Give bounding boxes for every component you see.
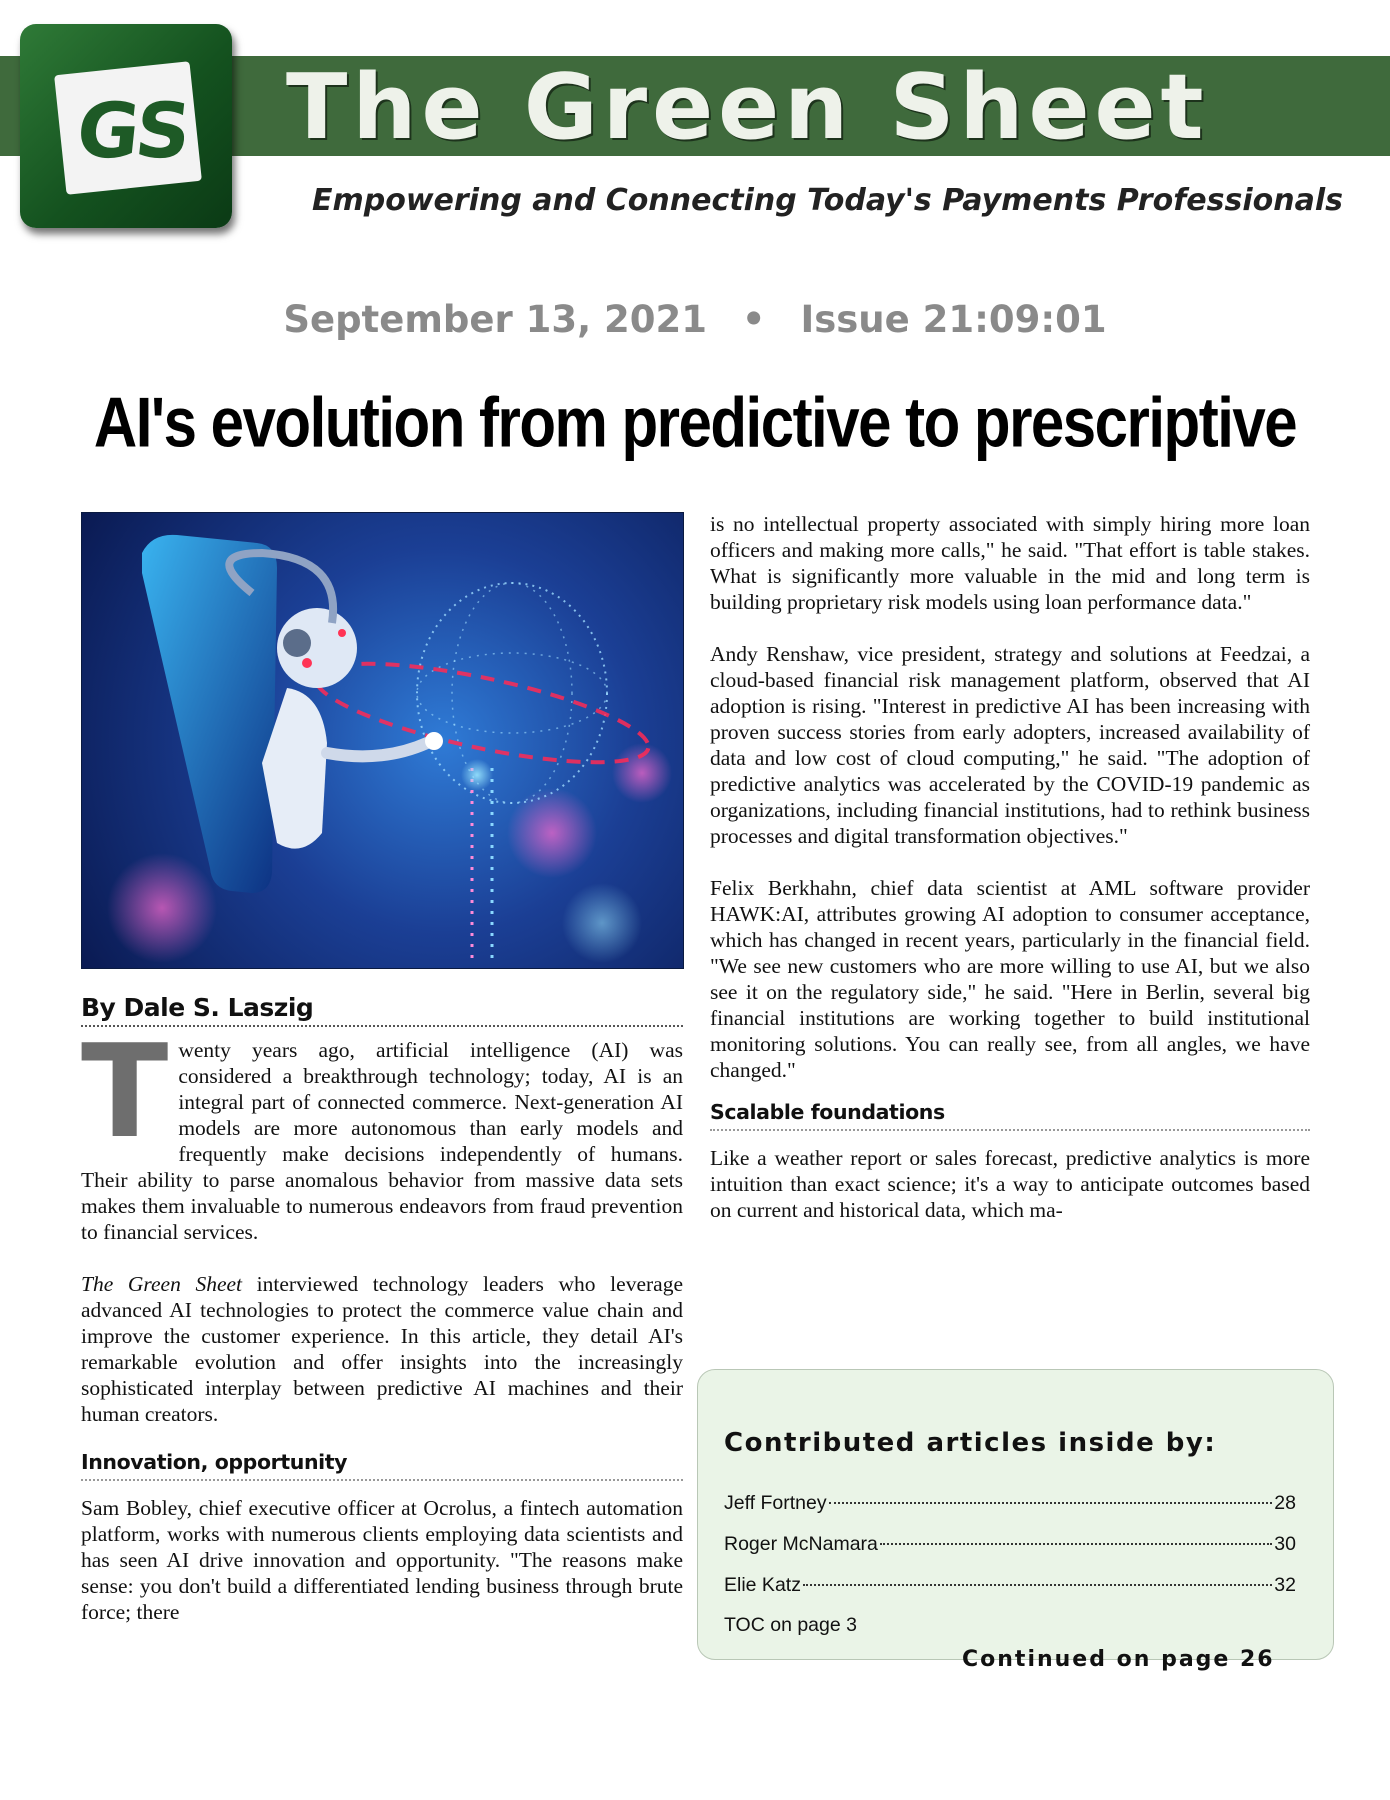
toc-entry-name: Elie Katz: [724, 1574, 801, 1596]
toc-entry-page: 30: [1274, 1533, 1296, 1555]
contributed-articles-box: [697, 1369, 1334, 1660]
robot-smartphone-artwork: [82, 513, 683, 968]
issue-separator: •: [741, 298, 766, 341]
subhead-scalable: Scalable foundations: [710, 1099, 1310, 1131]
article-headline: AI's evolution from predictive to prescriptive: [93, 382, 1297, 463]
issue-number: Issue 21:09:01: [800, 298, 1107, 341]
ai-robot-illustration: [81, 512, 684, 969]
article-byline: By Dale S. Laszig: [81, 995, 683, 1027]
article-paragraph-3-continued: is no intellectual property associated with simply hiring more loan officers and making more calls," he said. "That effort is table stakes. What is significantly more valuable in the mid and long term is building proprietary risk models using loan performance data.": [710, 512, 1310, 614]
toc-page-note[interactable]: TOC on page 3: [724, 1614, 857, 1636]
article-column-left: [81, 995, 683, 1625]
article-paragraph-3: Sam Bobley, chief executive officer at Ocrolus, a fintech automation platform, works with numerous clients employing data scientists and has seen AI drive innovation and opportunity. "The reasons make sense: you don't build a differentiated lending business through brute force; there: [81, 1496, 683, 1624]
subhead-innovation: Innovation, opportunity: [81, 1449, 683, 1481]
issue-line: [0, 298, 1390, 341]
toc-leader-dots: [880, 1543, 1272, 1545]
article-paragraph-6: Like a weather report or sales forecast, predictive analytics is more intuition than exact science; it's a way to anticipate outcomes based on current and historical data, which ma-: [710, 1146, 1310, 1222]
issue-date: September 13, 2021: [283, 298, 708, 341]
article-column-right: [710, 511, 1310, 1223]
toc-leader-dots: [803, 1584, 1272, 1586]
gs-logo: [20, 24, 232, 228]
article-intro-paragraph: [81, 1018, 683, 1245]
toc-entry-name: Jeff Fortney: [724, 1492, 827, 1514]
publication-name-italic: The Green Sheet: [81, 1272, 243, 1296]
article-paragraph-4: Andy Renshaw, vice president, strategy and solutions at Feedzai, a cloud-based financial risk management platform, observed that AI adoption is rising. "Interest in predictive AI has been increasing with proven success stories from early adopters, increased availability of data and low cost of cloud computing," he said. "The adoption of predictive analytics was accelerated by the COVID-19 pandemic as organizations, including financial institutions, had to rethink business processes and digital transformation objectives.": [710, 642, 1310, 848]
intro-text: wenty years ago, artificial intelligence (AI) was considered a breakthrough technology; today, AI is an integral part of connected commerce. Next-generation AI models are more autonomous than early models and frequently make decisions independently of humans. Their ability to parse anomalous behavior from massive data sets makes them invaluable to numerous endeavors from fraud prevention to financial services.: [81, 1038, 683, 1244]
paragraph-2-text: interviewed technology leaders who leverage advanced AI technologies to protect the commerce value chain and improve the customer experience. In this article, they detail AI's remarkable evolution and offer insights into the increasingly sophisticated interplay between predictive AI machines and their human creators.: [81, 1272, 683, 1426]
drop-cap: T: [81, 1018, 169, 1167]
publication-tagline: Empowering and Connecting Today's Payments Professionals: [312, 183, 1343, 218]
logo-text: GS: [72, 86, 192, 175]
toc-entry[interactable]: [724, 1533, 1296, 1559]
toc-entry-page: 28: [1274, 1492, 1296, 1514]
continued-on-page[interactable]: Continued on page 26: [962, 1647, 1275, 1672]
toc-entry[interactable]: [724, 1574, 1296, 1600]
toc-entry-page: 32: [1274, 1574, 1296, 1596]
toc-leader-dots: [829, 1502, 1273, 1504]
publication-title: The Green Sheet: [286, 55, 1209, 160]
article-paragraph-5: Felix Berkhahn, chief data scientist at AML software provider HAWK:AI, attributes growing AI adoption to consumer acceptance, which has changed in recent years, particularly in the financial field. "We see new customers who are more willing to use AI, but we also see it on the regulatory side," he said. "Here in Berlin, several big financial institutions are working together to build institutional monitoring solutions. You can really see, from all angles, we have changed.": [710, 876, 1310, 1082]
article-paragraph-2: [81, 1271, 683, 1427]
toc-entry[interactable]: [724, 1492, 1296, 1518]
contributed-heading: Contributed articles inside by:: [724, 1428, 1217, 1458]
toc-entry-name: Roger McNamara: [724, 1533, 878, 1555]
